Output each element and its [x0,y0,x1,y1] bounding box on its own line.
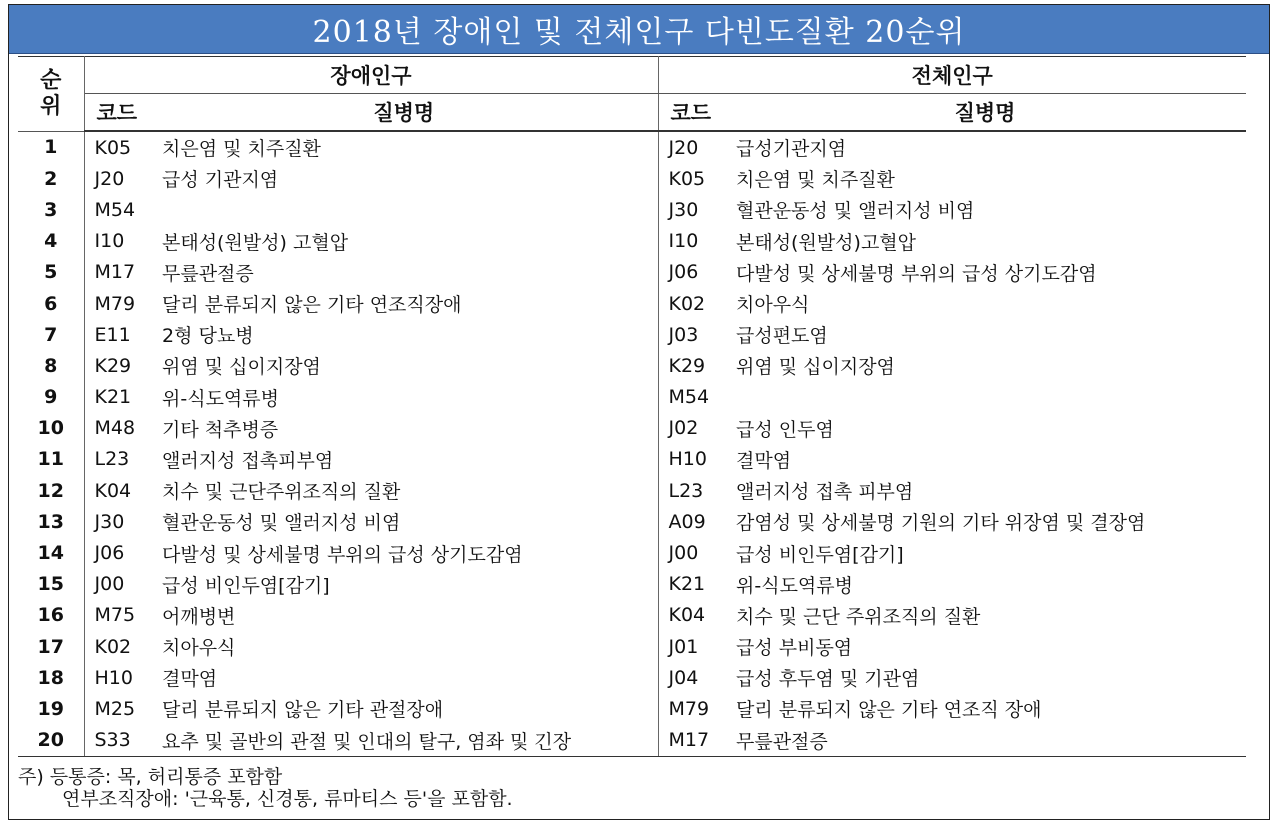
total-disease-cell: 다발성 및 상세불명 부위의 급성 상기도감염 [736,262,1097,285]
group-header-disabled: 장애인구 [84,57,658,94]
disabled-disease-cell: 달리 분류되지 않은 기타 관절장애 [150,693,658,724]
footnote-line-2: 연부조직장애: '근육통, 신경통, 류마티스 등'을 포함함. [62,788,513,810]
disabled-code-cell: S33 [84,725,150,757]
rank-cell: 14 [18,537,84,568]
disabled-code-cell: E11 [94,323,131,346]
total-disease-cell: 급성기관지염 [736,138,847,161]
rank-cell: 12 [18,475,84,506]
total-disease-cell [724,382,1246,413]
total-disease-cell: 급성편도염 [736,325,828,348]
disabled-disease-cell [150,194,658,225]
disabled-disease-cell: 앨러지성 접촉피부염 [150,444,658,475]
total-code-cell: A09 [668,510,706,533]
total-disease-cell: 치아우식 [736,294,810,317]
total-disease-cell: 급성 부비동염 [736,637,853,660]
total-disease-cell: 달리 분류되지 않은 기타 연조직 장애 [736,699,1042,722]
rank-cell: 10 [18,413,84,444]
total-disease-cell: 급성 비인두염[감기] [736,543,904,566]
table-row [18,257,1246,288]
disabled-disease-cell: 급성 비인두염[감기] [150,569,658,600]
table-row [18,319,1246,350]
total-code-cell: J01 [668,635,699,658]
name-header-total: 질병명 [724,94,1246,132]
code-header-total: 코드 [658,94,724,132]
total-code-cell: J02 [668,417,699,440]
disabled-code-cell: J20 [94,167,125,190]
disabled-disease-cell: 요추 및 골반의 관절 및 인대의 탈구, 염좌 및 긴장 [150,725,658,757]
header-row-columns [18,94,1246,132]
total-disease-cell: 무릎관절증 [724,725,1246,757]
total-code-cell: M79 [668,697,710,720]
total-code-cell: K05 [668,167,706,190]
total-disease-cell: 급성 인두염 [736,418,834,441]
total-code-cell: J30 [668,198,699,221]
total-disease-cell: 급성 후두염 및 기관염 [736,668,920,691]
disabled-code-cell: J06 [94,542,125,565]
table-row [18,413,1246,444]
total-code-cell: J04 [668,666,699,689]
total-disease-cell: 앨러지성 접촉 피부염 [736,481,914,504]
disabled-code-cell: M48 [94,417,136,440]
name-header-disabled: 질병명 [150,94,658,132]
total-disease-cell: 감염성 및 상세불명 기원의 기타 위장염 및 결장염 [736,512,1146,535]
rank-cell: 11 [18,444,84,475]
table-row [18,725,1246,757]
table-row [18,382,1246,413]
disabled-code-cell: J30 [94,510,125,533]
total-code-cell: J03 [668,323,699,346]
total-disease-cell: 치은염 및 치주질환 [736,169,895,192]
table-row [18,288,1246,319]
disabled-disease-cell: 위염 및 십이지장염 [150,350,658,381]
disabled-disease-cell: 기타 척추병증 [150,413,658,444]
total-code-cell: I10 [668,230,699,253]
table-row [18,163,1246,194]
disabled-code-cell: K29 [94,354,132,377]
table-row [18,662,1246,693]
disease-ranking-table [18,56,1246,757]
table-row [18,537,1246,568]
table-row [18,131,1246,163]
disabled-code-cell: M75 [94,604,136,627]
disabled-disease-cell: 결막염 [150,662,658,693]
disabled-code-cell: I10 [94,230,125,253]
rank-cell: 15 [18,569,84,600]
total-disease-cell: 위염 및 십이지장염 [736,356,895,379]
rank-cell: 16 [18,600,84,631]
code-header-disabled: 코드 [84,94,150,132]
disabled-code-cell: M54 [94,198,136,221]
disabled-code-cell: M79 [94,292,136,315]
disabled-code-cell: H10 [94,666,133,689]
table-title: 2018년 장애인 및 전체인구 다빈도질환 20순위 [9,5,1269,54]
disabled-code-cell: K02 [94,635,132,658]
disabled-disease-cell: 급성 기관지염 [150,163,658,194]
disabled-code-cell: L23 [94,448,130,471]
table-row [18,506,1246,537]
rank-cell: 5 [18,257,84,288]
rank-cell: 4 [18,226,84,257]
total-disease-cell: 결막염 [736,449,792,472]
disabled-code-cell: J00 [94,573,125,596]
rank-cell: 7 [18,319,84,350]
disabled-disease-cell: 치수 및 근단주위조직의 질환 [150,475,658,506]
rank-cell: 9 [18,382,84,413]
disabled-disease-cell: 어깨병변 [150,600,658,631]
total-code-cell: M17 [658,725,724,757]
rank-cell: 8 [18,350,84,381]
total-code-cell: J00 [668,542,699,565]
table-row [18,444,1246,475]
table-row [18,600,1246,631]
disabled-disease-cell: 무릎관절증 [150,257,658,288]
table-body [18,131,1246,756]
footnote [18,766,513,810]
total-disease-cell: 본태성(원발성)고혈압 [736,231,917,254]
disabled-code-cell: M25 [94,697,136,720]
rank-cell: 1 [18,131,84,163]
disabled-disease-cell: 다발성 및 상세불명 부위의 급성 상기도감염 [150,537,658,568]
total-code-cell: J06 [668,261,699,284]
total-code-cell: K21 [668,573,706,596]
rank-cell: 6 [18,288,84,319]
table-row [18,194,1246,225]
total-code-cell: H10 [668,448,707,471]
disabled-disease-cell: 위-식도역류병 [150,382,658,413]
disabled-code-cell: K05 [94,136,132,159]
table-row [18,226,1246,257]
table-row [18,350,1246,381]
rank-cell: 18 [18,662,84,693]
disabled-disease-cell: 치은염 및 치주질환 [150,131,658,163]
table-row [18,693,1246,724]
total-disease-cell: 혈관운동성 및 앨러지성 비염 [736,200,975,223]
disabled-disease-cell: 달리 분류되지 않은 기타 연조직장애 [150,288,658,319]
rank-cell: 19 [18,693,84,724]
total-code-cell: M54 [668,386,710,409]
table-row [18,569,1246,600]
rank-header [18,57,84,132]
total-disease-cell: 치수 및 근단 주위조직의 질환 [736,605,981,628]
disabled-code-cell: M17 [94,261,136,284]
total-code-cell: K02 [668,292,706,315]
group-header-total: 전체인구 [658,57,1246,94]
disabled-code-cell: K04 [94,479,132,502]
disabled-code-cell: K21 [94,386,132,409]
table-row [18,631,1246,662]
footnote-line-1: 주) 등통증: 목, 허리통증 포함함 [18,766,283,788]
rank-cell: 17 [18,631,84,662]
rank-cell: 20 [18,725,84,757]
rank-cell: 2 [18,163,84,194]
rank-header-label: 순 위 [40,67,62,119]
total-code-cell: J20 [668,136,699,159]
header-row-groups [18,57,1246,94]
total-code-cell: K04 [668,604,706,627]
total-code-cell: L23 [668,479,704,502]
disabled-disease-cell: 혈관운동성 및 앨러지성 비염 [150,506,658,537]
table-row [18,475,1246,506]
disabled-disease-cell: 치아우식 [150,631,658,662]
rank-cell: 13 [18,506,84,537]
total-disease-cell: 위-식도역류병 [736,574,853,597]
rank-cell: 3 [18,194,84,225]
total-code-cell: K29 [668,354,706,377]
disabled-disease-cell: 본태성(원발성) 고혈압 [150,226,658,257]
disabled-disease-cell: 2형 당뇨병 [150,319,658,350]
